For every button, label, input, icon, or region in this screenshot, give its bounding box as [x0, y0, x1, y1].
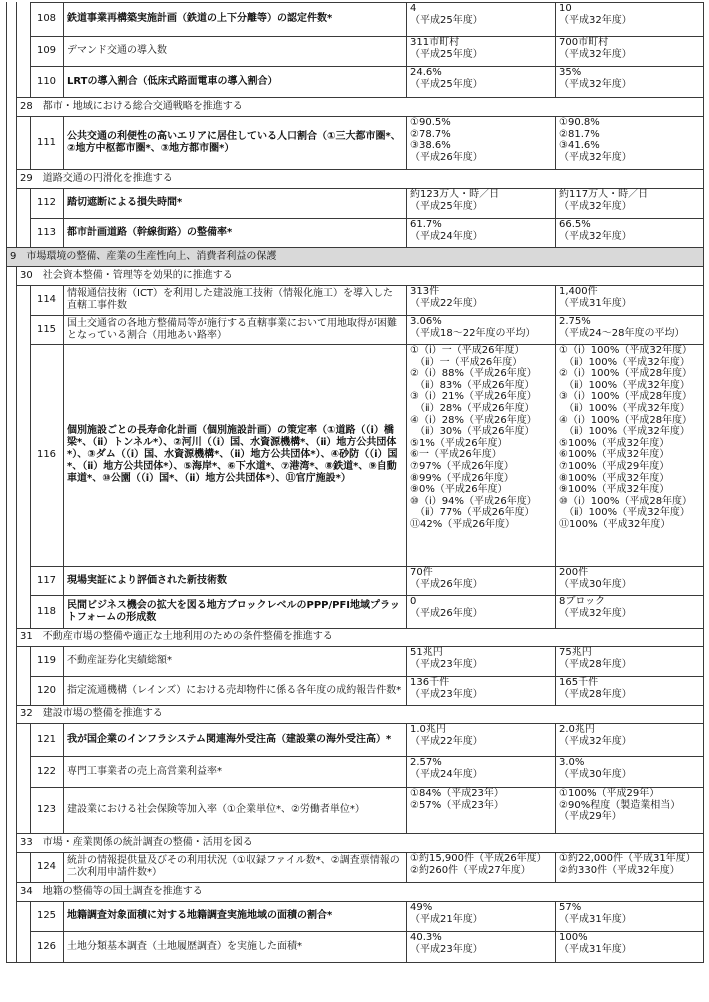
grid-line: [63, 66, 64, 97]
table-row: [0, 705, 709, 723]
indicator-name-text: 個別施設ごとの長寿命化計画（個別施設計画）の策定率（①道路（（ⅰ）橋梁*、（ⅱ）トンネル*）、②河川（（ⅰ）国、水資源機構*、（ⅱ）地方公共団体*）、③ダム（（ⅰ）国、水資源機構*、（ⅱ）地方公共団体*）、④砂防（（ⅰ）国*、（ⅱ）地方公共団体*）、⑤海岸*、⑥下水道*、⑦港湾*、⑧鉄道*、⑨自動車道*、⑩公園（（ⅰ）国*、（ⅱ）地方公共団体*）、⑪官庁施設*）: [67, 425, 398, 484]
target-value: ①約22,000件（平成31年度） ②約330件（平成32年度）: [559, 853, 696, 876]
grid-line: [6, 705, 7, 723]
grid-line: [6, 756, 7, 787]
indicator-name-text: 専門工事業者の売上高営業利益率*: [67, 765, 222, 777]
grid-line: [63, 218, 64, 247]
baseline-value: ①90.5% ②78.7% ③38.6% （平成26年度）: [410, 117, 483, 163]
baseline-value: 136千件 （平成23年度）: [410, 677, 483, 700]
grid-line: [63, 36, 64, 66]
grid-line: [16, 676, 17, 705]
grid-line: [555, 116, 556, 169]
grid-line: [6, 787, 7, 833]
grid-line: [16, 901, 17, 931]
grid-line: [30, 852, 31, 882]
grid-line: [6, 247, 704, 248]
indicator-name: [63, 2, 406, 36]
indicator-number: 118: [36, 605, 57, 617]
grid-line: [703, 646, 704, 676]
baseline-value: 3.06% （平成18〜22年度の平均）: [410, 316, 536, 339]
indicator-name: [63, 218, 406, 247]
grid-line: [703, 705, 704, 723]
grid-line: [6, 882, 7, 901]
grid-line: [63, 116, 64, 169]
indicator-name-text: 現場実証により評価された新技術数: [67, 574, 227, 586]
grid-line: [16, 97, 704, 98]
indicator-name: [63, 646, 406, 676]
baseline-value: ①約15,900件（平成26年度） ②約260件（平成27年度）: [410, 853, 547, 876]
indicator-name: [63, 723, 406, 756]
target-value: 57% （平成31年度）: [559, 902, 632, 925]
grid-line: [406, 188, 407, 218]
measure-heading: 34 地籍の整備等の国土調査を推進する: [20, 885, 203, 897]
grid-line: [30, 66, 31, 97]
table-row: [0, 2, 709, 36]
grid-line: [30, 344, 31, 566]
indicator-name-text: 踏切遮断による損失時間*: [67, 197, 183, 208]
grid-line: [6, 97, 7, 116]
measure-heading: 32 建設市場の整備を推進する: [20, 708, 163, 719]
table-row: [0, 66, 709, 97]
grid-line: [16, 723, 17, 756]
target-value: 200件 （平成30年度）: [559, 567, 632, 590]
indicator-name-text: 指定流通機構（レインズ）における売却物件に係る各年度の成約報告件数*: [67, 684, 402, 696]
grid-line: [16, 882, 17, 901]
indicator-number: 110: [36, 75, 57, 87]
measure-heading: 30 社会資本整備・管理等を効果的に推進する: [20, 269, 233, 281]
target-value: 35% （平成32年度）: [559, 67, 632, 90]
target-value: 2.0兆円 （平成32年度）: [559, 724, 632, 747]
indicator-number: 112: [36, 197, 57, 208]
grid-line: [703, 97, 704, 116]
baseline-value: 70件 （平成26年度）: [410, 567, 483, 590]
grid-line: [6, 833, 7, 852]
target-value: 66.5% （平成32年度）: [559, 219, 632, 242]
indicator-name-text: 鉄道事業再構築実施計画（鉄道の上下分離等）の認定件数*: [67, 13, 333, 24]
grid-line: [63, 723, 64, 756]
grid-line: [30, 566, 31, 595]
grid-line: [6, 901, 7, 931]
grid-line: [406, 315, 407, 344]
grid-line: [6, 66, 7, 97]
target-value: 10 （平成32年度）: [559, 3, 632, 26]
target-value: 8ブロック （平成32年度）: [559, 596, 632, 619]
indicator-name-text: デマンド交通の導入数: [67, 45, 167, 56]
grid-line: [63, 901, 64, 931]
target-value: ①100%（平成29年） ②90%程度（製造業相当） （平成29年）: [559, 788, 681, 823]
grid-line: [30, 931, 31, 962]
baseline-value: 51兆円 （平成23年度）: [410, 647, 483, 670]
grid-line: [30, 188, 31, 218]
indicator-name-text: 我が国企業のインフラシステム関連海外受注高（建設業の海外受注高）*: [67, 733, 392, 745]
grid-line: [63, 676, 64, 705]
indicator-number: 114: [36, 294, 57, 305]
table-row: [0, 833, 709, 852]
target-value: ①90.8% ②81.7% ③41.6% （平成32年度）: [559, 117, 632, 163]
grid-line: [16, 66, 17, 97]
indicator-number: 116: [36, 449, 57, 460]
measure-heading: 28 都市・地域における総合交通戦略を推進する: [20, 100, 243, 112]
grid-line: [6, 169, 7, 188]
table-row: [0, 787, 709, 833]
table-row: [0, 247, 709, 266]
table-row: [0, 566, 709, 595]
baseline-value: 40.3% （平成23年度）: [410, 932, 483, 955]
grid-line: [555, 756, 556, 787]
grid-line: [16, 595, 17, 628]
indicator-name-text: 統計の情報提供量及びその利用状況（①収録ファイル数*、②調査票情報の二次利用申請件数*）: [67, 855, 400, 878]
measure-heading: 31 不動産市場の整備や適正な土地利用のための条件整備を推進する: [20, 631, 333, 642]
baseline-value: 0 （平成26年度）: [410, 596, 483, 619]
indicator-number: 126: [36, 940, 57, 952]
grid-line: [555, 931, 556, 962]
grid-line: [16, 566, 17, 595]
indicator-name: [63, 756, 406, 787]
grid-line: [703, 901, 704, 931]
table-row: [0, 285, 709, 315]
indicator-number: 117: [36, 574, 57, 586]
grid-line: [6, 2, 7, 36]
grid-line: [6, 676, 7, 705]
grid-line: [16, 628, 704, 629]
baseline-value: 49% （平成21年度）: [410, 902, 483, 925]
grid-line: [406, 116, 407, 169]
grid-line: [703, 566, 704, 595]
indicator-name-text: 不動産証券化実績総額*: [67, 655, 172, 666]
grid-line: [30, 756, 31, 787]
indicator-name: [63, 852, 406, 882]
grid-line: [63, 566, 64, 595]
grid-line: [6, 36, 7, 66]
table-row: [0, 36, 709, 66]
grid-line: [6, 566, 7, 595]
grid-line: [6, 646, 7, 676]
grid-line: [406, 36, 407, 66]
grid-line: [63, 285, 64, 315]
target-value: 700市町村 （平成32年度）: [559, 37, 632, 60]
grid-line: [16, 787, 17, 833]
indicator-number: 113: [36, 226, 57, 238]
table-row: [0, 595, 709, 628]
grid-line: [6, 266, 7, 285]
grid-line: [30, 2, 31, 36]
grid-line: [6, 852, 7, 882]
table-row: [0, 676, 709, 705]
indicator-number: 123: [36, 804, 57, 815]
indicator-name: [63, 36, 406, 66]
grid-line: [703, 2, 704, 36]
grid-line: [30, 595, 31, 628]
grid-line: [16, 705, 704, 706]
grid-line: [703, 315, 704, 344]
indicator-name: [63, 116, 406, 169]
grid-line: [703, 628, 704, 646]
grid-line: [406, 66, 407, 97]
grid-line: [555, 36, 556, 66]
grid-line: [703, 595, 704, 628]
target-value: 75兆円 （平成28年度）: [559, 647, 632, 670]
indicator-name-text: 都市計画道路（幹線街路）の整備率*: [67, 226, 233, 238]
grid-line: [16, 2, 17, 36]
grid-line: [703, 833, 704, 852]
target-value: ①（ⅰ）100%（平成32年度） （ⅱ）100%（平成32年度） ②（ⅰ）100%（平成28年度） （ⅱ）100%（平成32年度） ③（ⅰ）100%（平成28年度） （ⅱ）100%（平成32年度） ④（ⅰ）100%（平成28年度） （ⅱ）100%（平成32年度） ⑤100%（平成32年度） ⑥100%（平成32年度） ⑦100%（平成29年度） ⑧100%（平成32年度） ⑨100%（平成32年度） ⑩（ⅰ）100%（平成28年度） （ⅱ）100%（平成32年度） ⑪100%（平成32年度）: [559, 345, 693, 530]
indicator-name: [63, 344, 406, 566]
grid-line: [6, 962, 704, 963]
grid-line: [703, 723, 704, 756]
policy-heading: 9 市場環境の整備、産業の生産性向上、消費者利益の保護: [6, 247, 703, 266]
indicator-name-text: 地籍調査対象面積に対する地籍調査実施地域の面積の割合*: [67, 910, 333, 921]
grid-line: [16, 169, 17, 188]
grid-line: [63, 188, 64, 218]
table-row: [0, 315, 709, 344]
grid-line: [555, 723, 556, 756]
table-row: [0, 218, 709, 247]
grid-line: [16, 344, 17, 566]
grid-line: [16, 188, 17, 218]
grid-line: [6, 595, 7, 628]
grid-line: [6, 628, 7, 646]
grid-line: [16, 646, 17, 676]
indicator-name: [63, 315, 406, 344]
table-row: [0, 344, 709, 566]
grid-line: [63, 595, 64, 628]
target-value: 165千件 （平成28年度）: [559, 677, 632, 700]
indicator-name: [63, 595, 406, 628]
table-row: [0, 116, 709, 169]
grid-line: [6, 315, 7, 344]
grid-line: [703, 266, 704, 285]
measure-heading: 33 市場・産業関係の統計調査の整備・活用を図る: [20, 836, 253, 848]
grid-line: [703, 247, 704, 266]
indicator-name: [63, 787, 406, 833]
grid-line: [16, 266, 17, 285]
grid-line: [6, 247, 7, 266]
grid-line: [16, 266, 704, 267]
baseline-value: 1.0兆円 （平成22年度）: [410, 724, 483, 747]
grid-line: [63, 344, 64, 566]
grid-line: [30, 787, 31, 833]
grid-line: [6, 188, 7, 218]
grid-line: [703, 36, 704, 66]
baseline-value: 4 （平成25年度）: [410, 3, 483, 26]
grid-line: [703, 66, 704, 97]
grid-line: [6, 285, 7, 315]
indicator-name: [63, 676, 406, 705]
table-row: [0, 931, 709, 962]
indicator-number: 119: [36, 655, 57, 666]
grid-line: [406, 901, 407, 931]
indicator-name-text: 情報通信技術（ICT）を利用した建設施工技術（情報化施工）を導入した直轄工事件数: [67, 288, 394, 311]
baseline-value: 2.57% （平成24年度）: [410, 757, 483, 780]
baseline-value: 311市町村 （平成25年度）: [410, 37, 483, 60]
indicator-name: [63, 931, 406, 962]
grid-line: [16, 882, 704, 883]
indicator-name: [63, 285, 406, 315]
grid-line: [6, 931, 7, 962]
table-row: [0, 188, 709, 218]
grid-line: [703, 852, 704, 882]
grid-line: [63, 2, 64, 36]
grid-line: [30, 646, 31, 676]
indicator-number: 121: [36, 733, 57, 745]
table-row: [0, 646, 709, 676]
target-value: 1,400件 （平成31年度）: [559, 286, 632, 309]
grid-line: [555, 901, 556, 931]
grid-line: [406, 723, 407, 756]
grid-line: [406, 2, 407, 36]
grid-line: [406, 566, 407, 595]
indicator-name: [63, 188, 406, 218]
target-value: 100% （平成31年度）: [559, 932, 632, 955]
measure-heading: 29 道路交通の円滑化を推進する: [20, 172, 173, 184]
grid-line: [16, 36, 17, 66]
grid-line: [555, 2, 556, 36]
grid-line: [16, 116, 17, 169]
grid-line: [16, 833, 17, 852]
grid-line: [16, 97, 17, 116]
table-row: [0, 723, 709, 756]
table-row: [0, 97, 709, 116]
indicator-number: 109: [36, 45, 57, 56]
table-row: [0, 266, 709, 285]
indicator-name-text: 国土交通省の各地方整備局等が施行する直轄事業において用地取得が困難となっている割合（用地あい路率）: [67, 317, 397, 341]
indicator-number: 125: [36, 910, 57, 921]
grid-line: [703, 676, 704, 705]
grid-line: [703, 169, 704, 188]
grid-line: [16, 931, 17, 962]
grid-line: [63, 646, 64, 676]
grid-line: [555, 218, 556, 247]
baseline-value: 61.7% （平成24年度）: [410, 219, 483, 242]
baseline-value: 約123万人・時／日 （平成25年度）: [410, 189, 500, 212]
indicator-number: 122: [36, 765, 57, 777]
grid-line: [63, 852, 64, 882]
table-row: [0, 852, 709, 882]
grid-line: [406, 218, 407, 247]
grid-line: [406, 285, 407, 315]
grid-line: [406, 676, 407, 705]
grid-line: [555, 315, 556, 344]
grid-line: [6, 116, 7, 169]
grid-line: [16, 285, 17, 315]
grid-line: [63, 787, 64, 833]
indicator-number: 124: [36, 861, 57, 872]
grid-line: [30, 315, 31, 344]
grid-line: [16, 705, 17, 723]
grid-line: [30, 285, 31, 315]
indicator-name-text: 建設業における社会保険等加入率（①企業単位*、②労働者単位*）: [67, 804, 365, 815]
baseline-value: ①（ⅰ）一（平成26年度） （ⅱ）一（平成26年度） ②（ⅰ）88%（平成26年度） （ⅱ）83%（平成26年度） ③（ⅰ）21%（平成26年度） （ⅱ）28%（平成26年度） ④（ⅰ）28%（平成26年度） （ⅱ）30%（平成26年度） ⑤1%（平成26年度） ⑥一（平成26年度） ⑦97%（平成26年度） ⑧99%（平成26年度） ⑨0%（平成26年度） ⑩（ⅰ）94%（平成26年度） （ⅱ）77%（平成26年度） ⑪42%（平成26年度）: [410, 345, 537, 530]
grid-line: [555, 566, 556, 595]
indicator-name: [63, 901, 406, 931]
indicator-number: 108: [36, 13, 57, 24]
grid-line: [16, 756, 17, 787]
grid-line: [555, 344, 556, 566]
table-row: [0, 901, 709, 931]
grid-line: [703, 787, 704, 833]
grid-line: [555, 852, 556, 882]
grid-line: [406, 787, 407, 833]
grid-line: [555, 595, 556, 628]
grid-line: [703, 188, 704, 218]
grid-line: [703, 285, 704, 315]
grid-line: [555, 676, 556, 705]
grid-line: [16, 169, 704, 170]
grid-line: [555, 66, 556, 97]
grid-line: [16, 852, 17, 882]
indicator-name: [63, 66, 406, 97]
baseline-value: ①84%（平成23年） ②57%（平成23年）: [410, 788, 504, 811]
grid-line: [30, 723, 31, 756]
grid-line: [555, 285, 556, 315]
grid-line: [6, 344, 7, 566]
table-row: [0, 882, 709, 901]
indicator-number: 111: [36, 136, 57, 148]
grid-line: [16, 628, 17, 646]
target-value: 2.75% （平成24〜28年度の平均）: [559, 316, 685, 339]
grid-line: [555, 787, 556, 833]
table-row: [0, 628, 709, 646]
grid-line: [16, 833, 704, 834]
grid-line: [406, 595, 407, 628]
grid-line: [6, 723, 7, 756]
target-value: 約117万人・時／日 （平成32年度）: [559, 189, 649, 212]
grid-line: [16, 315, 17, 344]
grid-line: [30, 218, 31, 247]
grid-line: [63, 315, 64, 344]
grid-line: [703, 344, 704, 566]
grid-line: [703, 882, 704, 901]
grid-line: [406, 344, 407, 566]
grid-line: [555, 188, 556, 218]
grid-line: [30, 676, 31, 705]
grid-line: [703, 218, 704, 247]
grid-line: [406, 646, 407, 676]
baseline-value: 24.6% （平成25年度）: [410, 67, 483, 90]
grid-line: [703, 756, 704, 787]
grid-line: [703, 931, 704, 962]
grid-line: [16, 218, 17, 247]
indicator-name: [63, 566, 406, 595]
grid-line: [406, 756, 407, 787]
table-row: [0, 756, 709, 787]
grid-line: [406, 931, 407, 962]
grid-line: [63, 756, 64, 787]
baseline-value: 313件 （平成22年度）: [410, 286, 483, 309]
grid-line: [30, 901, 31, 931]
indicator-number: 115: [36, 323, 57, 335]
grid-line: [555, 646, 556, 676]
indicator-name-text: LRTの導入割合（低床式路面電車の導入割合）: [67, 75, 278, 87]
indicator-name-text: 公共交通の利便性の高いエリアに居住している人口割合（①三大都市圏*、②地方中枢都市圏*、③地方都市圏*）: [67, 130, 401, 154]
grid-line: [6, 218, 7, 247]
grid-line: [63, 931, 64, 962]
target-value: 3.0% （平成30年度）: [559, 757, 632, 780]
grid-line: [406, 852, 407, 882]
indicator-name-text: 土地分類基本調査（土地履歴調査）を実施した面積*: [67, 940, 302, 952]
grid-line: [30, 116, 31, 169]
grid-line: [30, 36, 31, 66]
indicator-number: 120: [36, 684, 57, 696]
grid-line: [703, 116, 704, 169]
indicator-name-text: 民間ビジネス機会の拡大を図る地方ブロックレベルのPPP/PFI地域プラットフォームの形成数: [67, 599, 400, 623]
table-row: [0, 169, 709, 188]
